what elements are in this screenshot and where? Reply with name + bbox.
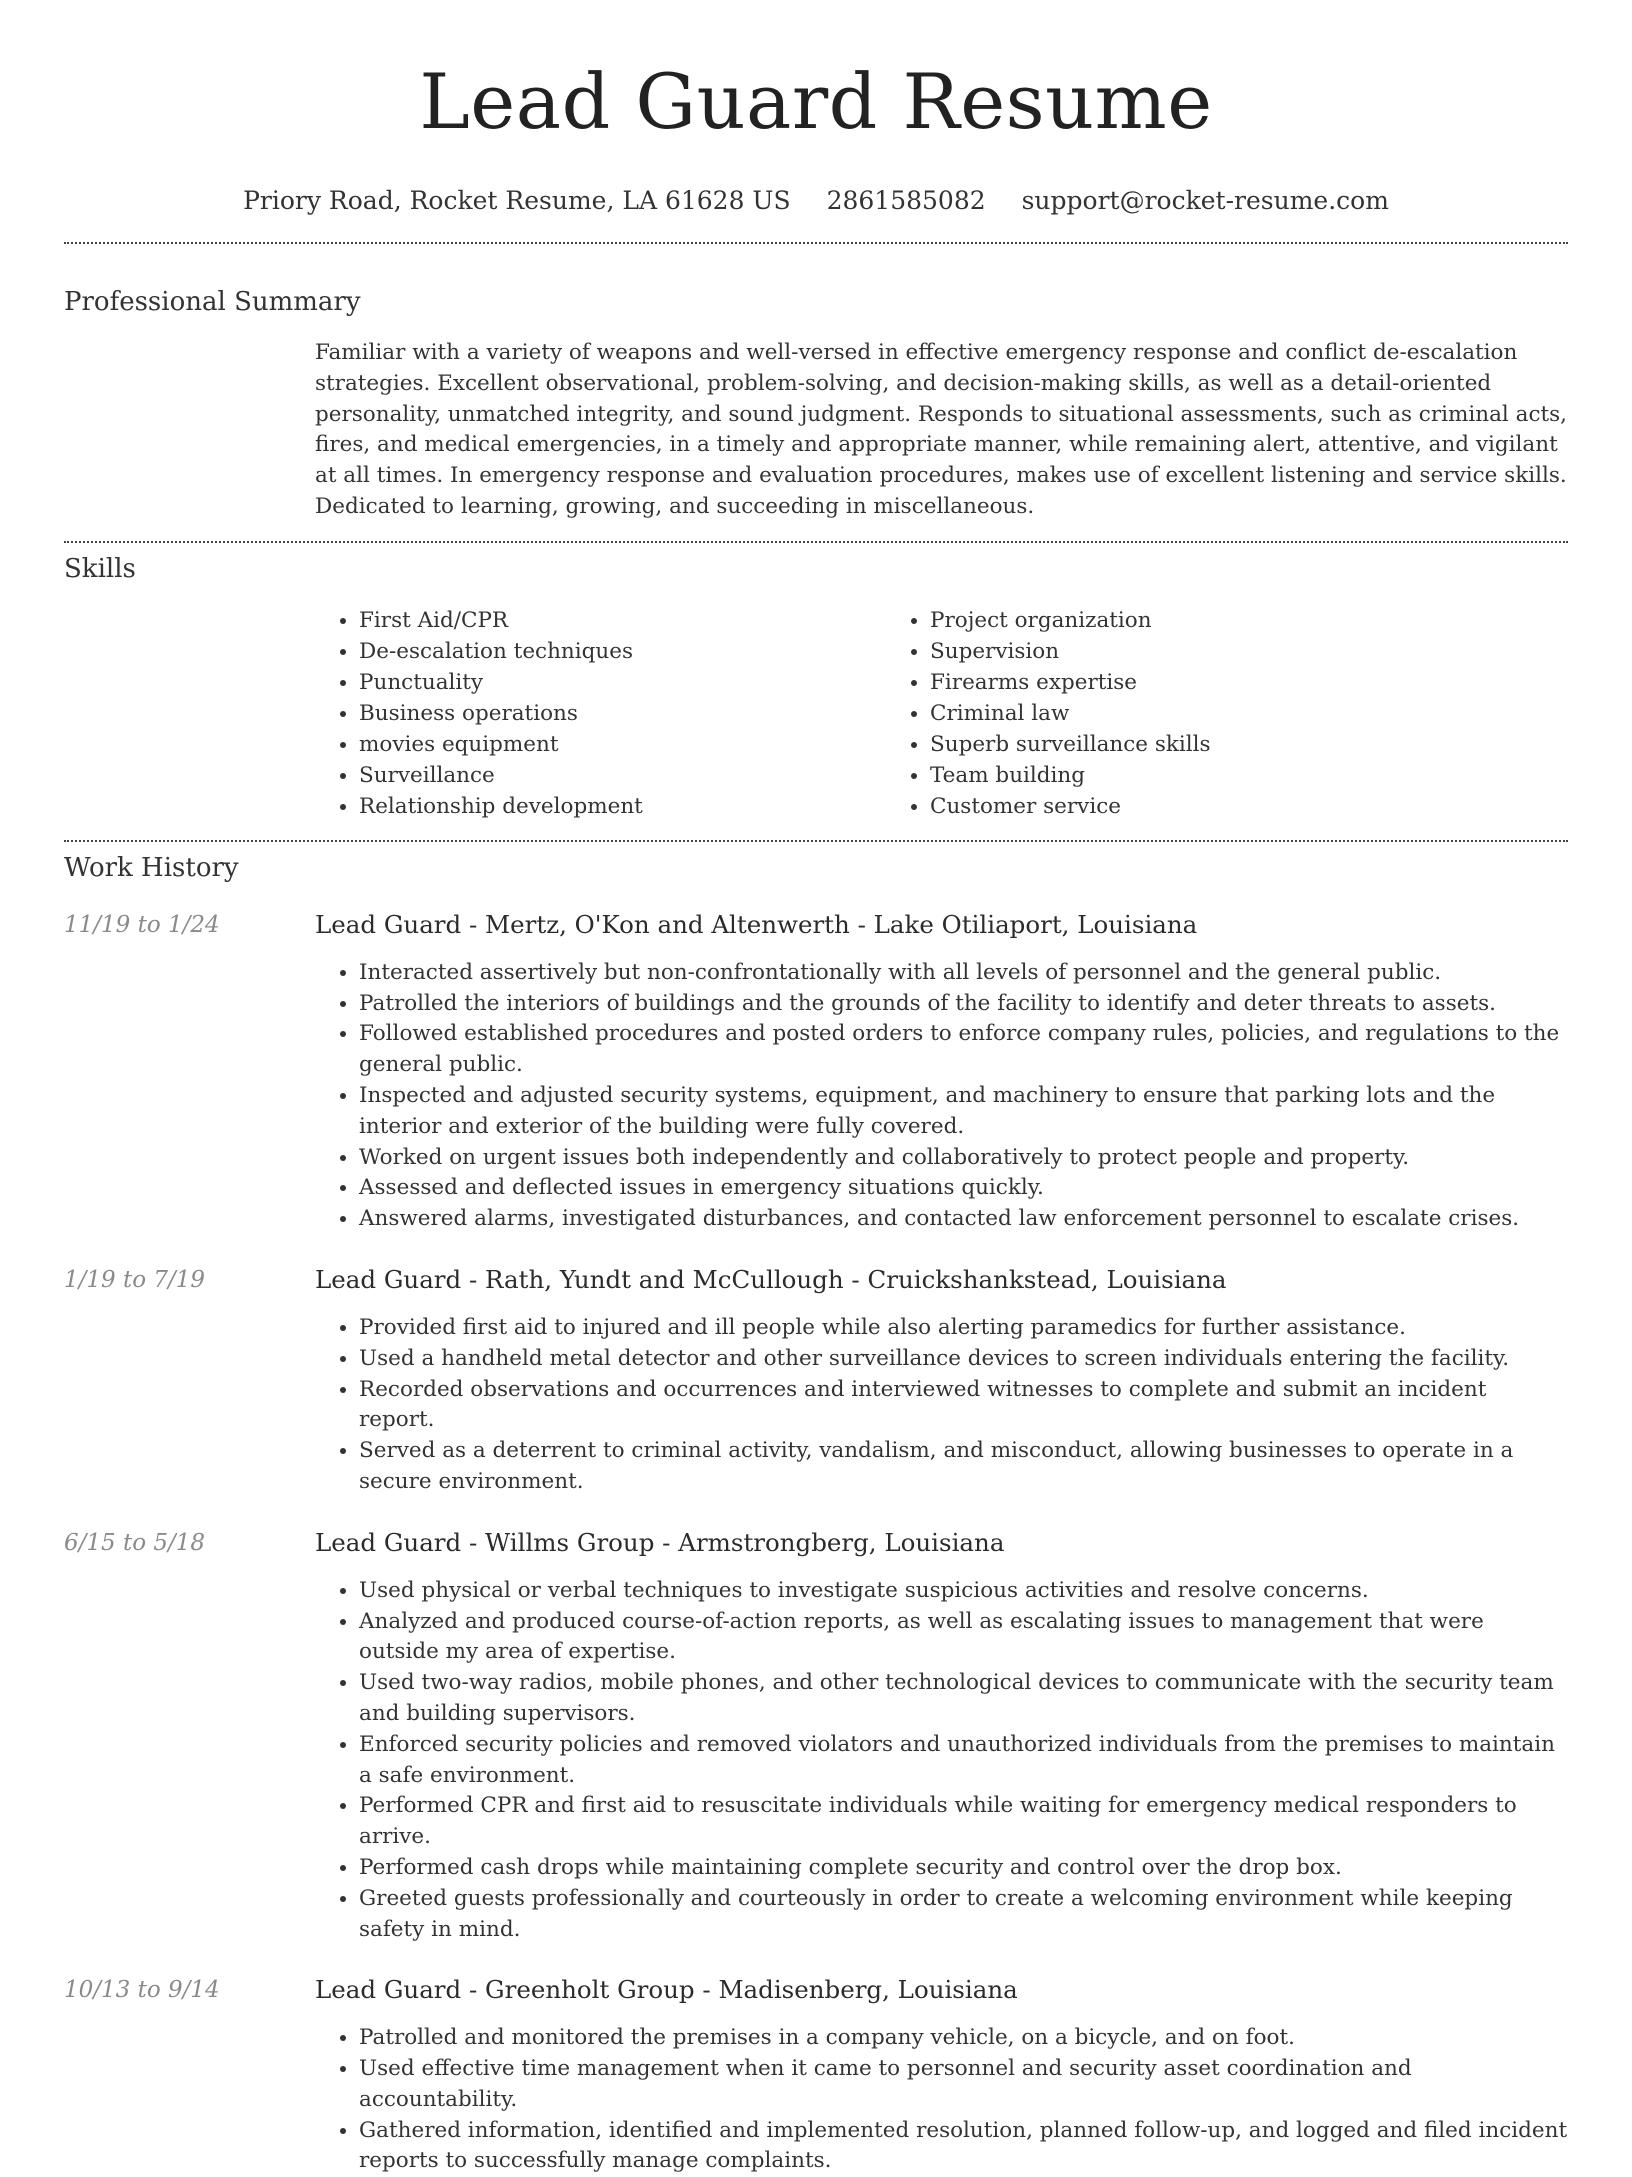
job-bullet: • Patrolled and monitored the premises in a company vehicle, on a bicycle, and on foot.: [359, 2023, 1568, 2054]
job-bullets: [315, 1313, 1568, 1498]
job-bullet: • Assessed and deflected issues in emergency situations quickly.: [359, 1173, 1568, 1204]
job-title: Lead Guard - Willms Group - Armstrongberg, Louisiana: [315, 1527, 1005, 1557]
contact-address: Priory Road, Rocket Resume, LA 61628 US: [243, 186, 791, 215]
job-title: Lead Guard - Greenholt Group - Madisenberg, Louisiana: [315, 1975, 1018, 2005]
job-details: [315, 1975, 1568, 2177]
job-bullet: • Gathered information, identified and implemented resolution, planned follow-up, and logged and filed incident reports to successfully manage complaints.: [359, 2116, 1568, 2177]
job-dates: 11/19 to 1/24: [64, 911, 220, 938]
skills-divider: [64, 840, 1568, 842]
job-bullet: • Served as a deterrent to criminal activity, vandalism, and misconduct, allowing businesses to operate in a secure environment.: [359, 1436, 1568, 1498]
resume-title: Lead Guard Resume: [419, 57, 1213, 146]
job-bullet: • Followed established procedures and posted orders to enforce company rules, policies, and regulations to the general public.: [359, 1019, 1568, 1081]
job-bullet: • Greeted guests professionally and courteously in order to create a welcoming environment while keeping safety in mind.: [359, 1884, 1568, 1946]
job-dates: 6/15 to 5/18: [64, 1529, 206, 1556]
skill-item: • Supervision: [930, 636, 1457, 667]
job-bullet: • Analyzed and produced course-of-action reports, as well as escalating issues to management that were outside my area of expertise.: [359, 1607, 1568, 1669]
job-bullet: • Used a handheld metal detector and other surveillance devices to screen individuals entering the facility.: [359, 1344, 1568, 1375]
job-bullet: • Used two-way radios, mobile phones, and other technological devices to communicate with the security team and building supervisors.: [359, 1668, 1568, 1730]
skills-heading: Skills: [64, 553, 136, 584]
skill-item: • Criminal law: [930, 698, 1457, 729]
job-entry: [64, 1528, 1568, 1946]
job-bullet: • Used effective time management when it came to personnel and security asset coordination and accountability.: [359, 2054, 1568, 2116]
job-bullet: • Patrolled the interiors of buildings and the grounds of the facility to identify and deter threats to assets.: [359, 989, 1568, 1020]
skill-item: • Firearms expertise: [930, 667, 1457, 698]
job-entry: [64, 910, 1568, 1235]
job-entry: [64, 1975, 1568, 2177]
skill-item: • Superb surveillance skills: [930, 729, 1457, 760]
skill-item: • Punctuality: [359, 667, 886, 698]
contact-email: support@rocket-resume.com: [1021, 186, 1389, 215]
skills-list: [315, 605, 1568, 822]
job-bullet: • Used physical or verbal techniques to investigate suspicious activities and resolve concerns.: [359, 1576, 1568, 1607]
job-bullet: • Enforced security policies and removed violators and unauthorized individuals from the premises to maintain a safe environment.: [359, 1730, 1568, 1792]
job-details: [315, 1528, 1568, 1946]
contact-phone: 2861585082: [826, 186, 986, 215]
job-bullet: • Performed CPR and first aid to resuscitate individuals while waiting for emergency medical responders to arrive.: [359, 1791, 1568, 1853]
job-bullet: • Recorded observations and occurrences and interviewed witnesses to complete and submit an incident report.: [359, 1375, 1568, 1437]
skill-item: • movies equipment: [359, 729, 886, 760]
work-heading: Work History: [64, 852, 239, 883]
summary-heading: Professional Summary: [64, 287, 361, 317]
job-bullet: • Interacted assertively but non-confrontationally with all levels of personnel and the general public.: [359, 958, 1568, 989]
job-bullet: • Worked on urgent issues both independently and collaboratively to protect people and property.: [359, 1143, 1568, 1174]
job-bullet: • Answered alarms, investigated disturbances, and contacted law enforcement personnel to escalate crises.: [359, 1204, 1568, 1235]
job-bullets: [315, 1576, 1568, 1946]
skills-column-right: [886, 605, 1457, 822]
summary-text: Familiar with a variety of weapons and well-versed in effective emergency response and conflict de-escalation strategies. Excellent observational, problem-solving, and decision-making skills, as well as a detail-oriented personality, unmatched integrity, and sound judgment. Responds to situational assessments, such as criminal acts, fires, and medical emergencies, in a timely and appropriate manner, while remaining alert, attentive, and vigilant at all times. In emergency response and evaluation procedures, makes use of excellent listening and service skills. Dedicated to learning, growing, and succeeding in miscellaneous.: [315, 340, 1568, 519]
skill-item: • Customer service: [930, 791, 1457, 822]
job-dates: 1/19 to 7/19: [64, 1266, 206, 1293]
job-entry: [64, 1265, 1568, 1498]
skill-item: • Relationship development: [359, 791, 886, 822]
skill-item: • Business operations: [359, 698, 886, 729]
job-bullet: • Provided first aid to injured and ill people while also alerting paramedics for further assistance.: [359, 1313, 1568, 1344]
job-bullets: [315, 958, 1568, 1235]
job-bullets: [315, 2023, 1568, 2177]
job-title: Lead Guard - Mertz, O'Kon and Altenwerth - Lake Otiliaport, Louisiana: [315, 909, 1198, 939]
skill-item: • Surveillance: [359, 760, 886, 791]
job-details: [315, 1265, 1568, 1498]
job-dates: 10/13 to 9/14: [64, 1977, 220, 2004]
summary-divider: [64, 541, 1568, 543]
job-details: [315, 910, 1568, 1235]
skill-item: • Project organization: [930, 605, 1457, 636]
skill-item: • First Aid/CPR: [359, 605, 886, 636]
job-bullet: • Performed cash drops while maintaining complete security and control over the drop box.: [359, 1853, 1568, 1884]
header-divider: [64, 242, 1568, 244]
skill-item: • De-escalation techniques: [359, 636, 886, 667]
skill-item: • Team building: [930, 760, 1457, 791]
contact-line: [64, 186, 1568, 216]
job-title: Lead Guard - Rath, Yundt and McCullough - Cruickshankstead, Louisiana: [315, 1264, 1227, 1294]
skills-column-left: [315, 605, 886, 822]
job-bullet: • Inspected and adjusted security systems, equipment, and machinery to ensure that parking lots and the interior and exterior of the building were fully covered.: [359, 1081, 1568, 1143]
